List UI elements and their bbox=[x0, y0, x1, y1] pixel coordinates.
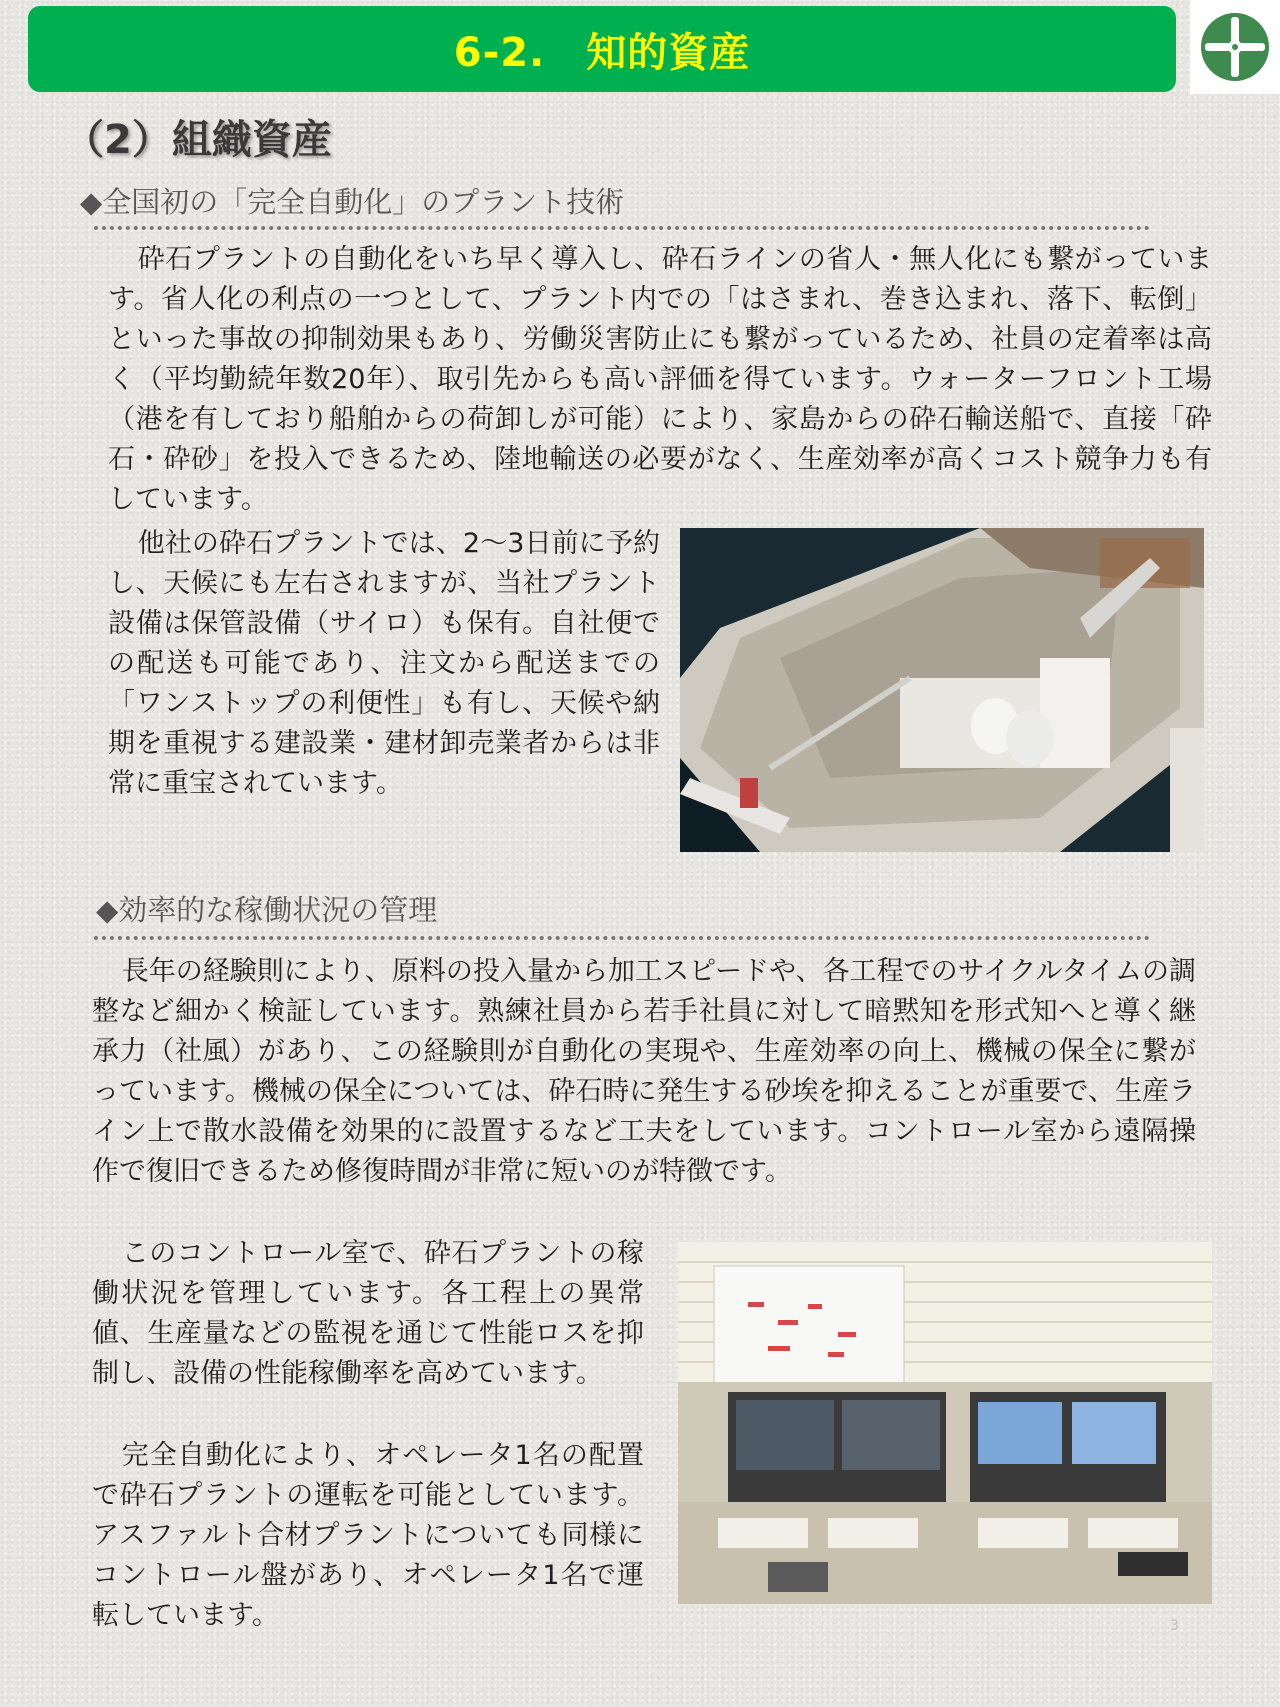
page-number: 3 bbox=[1170, 1618, 1179, 1634]
page-title: 6-2. 知的資産 bbox=[453, 29, 751, 76]
section1-paragraph2: 他社の砕石プラントでは、2〜3日前に予約し、天候にも左右されますが、当社プラント設備は保管設備（サイロ）も保有。自社便での配送も可能であり、注文から配送までの「ワンストップの利便性」も有し、天候や納期を重視する建設業・建材卸売業者からは非常に重宝されています。 bbox=[108, 528, 660, 799]
green-flower-emblem-icon bbox=[1197, 9, 1273, 85]
section1-heading: ◆全国初の「完全自動化」のプラント技術 bbox=[80, 185, 625, 219]
section1-paragraph1: 砕石プラントの自動化をいち早く導入し、砕石ラインの省人・無人化にも繋がっています。省人化の利点の一つとして、プラント内での「はさまれ、巻き込まれ、落下、転倒」といった事故の抑制効果もあり、労働災害防止にも繋がっているため、社員の定着率は高く（平均勤続年数20年）、取引先からも高い評価を得ています。ウォーターフロント工場（港を有しており船舶からの荷卸しが可能）により、家島からの砕石輸送船で、直接「砕石・砕砂」を投入できるため、陸地輸送の必要がなく、生産効率が高くコスト競争力も有しています。 bbox=[108, 244, 1212, 515]
section-title: （2）組織資産 bbox=[64, 117, 332, 163]
section2-paragraph3: 完全自動化により、オペレータ1名の配置で砕石プラントの運転を可能としています。アスファルト合材プラントについても同様にコントロール盤があり、オペレータ1名で運転しています。 bbox=[92, 1440, 644, 1631]
section1-divider bbox=[94, 226, 1150, 230]
section2-paragraph2: このコントロール室で、砕石プラントの稼働状況を管理しています。各工程上の異常値、生産量などの監視を通じて性能ロスを抑制し、設備の性能稼働率を高めています。 bbox=[92, 1238, 644, 1389]
title-banner bbox=[28, 6, 1176, 92]
section2-divider bbox=[94, 936, 1150, 940]
section2-paragraph1: 長年の経験則により、原料の投入量から加工スピードや、各工程でのサイクルタイムの調整など細かく検証しています。熟練社員から若手社員に対して暗黙知を形式知へと導く継承力（社風）があり、この経験則が自動化の実現や、生産効率の向上、機械の保全に繋がっています。機械の保全については、砕石時に発生する砂埃を抑えることが重要で、生産ライン上で散水設備を効果的に設置するなど工夫をしています。コントロール室から遠隔操作で復旧できるため修復時間が非常に短いのが特徴です。 bbox=[92, 956, 1196, 1187]
plant-aerial-photo bbox=[680, 528, 1204, 852]
company-logo bbox=[1190, 0, 1280, 94]
control-room-photo bbox=[678, 1242, 1212, 1604]
section2-heading: ◆効率的な稼働状況の管理 bbox=[96, 893, 438, 927]
